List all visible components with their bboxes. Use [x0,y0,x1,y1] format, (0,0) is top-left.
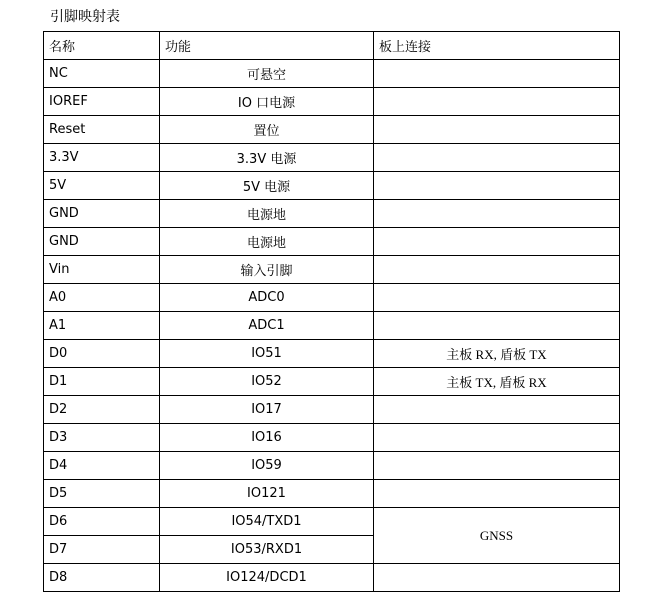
pin-name: GND [44,228,160,256]
pin-board-connection [374,480,620,508]
pin-function: IO52 [160,368,374,396]
pin-board-connection [374,88,620,116]
pin-board-connection [374,228,620,256]
pin-board-connection [374,172,620,200]
pin-board-connection [374,256,620,284]
pin-function: IO54/TXD1 [160,508,374,536]
table-caption: 引脚映射表 [50,9,120,25]
table-row [44,144,620,172]
table-row [44,60,620,88]
header-name: 名称 [44,32,160,60]
pin-function: ADC0 [160,284,374,312]
pin-board-connection [374,200,620,228]
table-row [44,200,620,228]
table-row [44,256,620,284]
pin-board-connection: GNSS [374,508,620,564]
table-row [44,508,620,536]
pin-name: IOREF [44,88,160,116]
header-row [44,32,620,60]
header-board: 板上连接 [374,32,620,60]
table-row [44,340,620,368]
pin-board-connection [374,312,620,340]
pin-name: D7 [44,536,160,564]
pin-name: D8 [44,564,160,592]
table-row [44,480,620,508]
table-row [44,228,620,256]
pin-name: D3 [44,424,160,452]
pin-board-connection [374,452,620,480]
pin-function: IO17 [160,396,374,424]
table-row [44,172,620,200]
pin-board-connection: 主板 TX, 盾板 RX [374,368,620,396]
pin-board-connection [374,60,620,88]
pin-board-connection [374,424,620,452]
table-row [44,284,620,312]
pin-function: IO53/RXD1 [160,536,374,564]
pin-function: 可悬空 [160,60,374,88]
pin-function: IO59 [160,452,374,480]
pin-board-connection [374,116,620,144]
pin-function: 电源地 [160,200,374,228]
pin-function: IO16 [160,424,374,452]
header-function: 功能 [160,32,374,60]
pin-name: D1 [44,368,160,396]
pin-function: IO51 [160,340,374,368]
pin-name: D6 [44,508,160,536]
pin-board-connection [374,564,620,592]
pin-name: D5 [44,480,160,508]
pin-function: 3.3V 电源 [160,144,374,172]
pin-board-connection: 主板 RX, 盾板 TX [374,340,620,368]
pin-function: 输入引脚 [160,256,374,284]
pin-function: 5V 电源 [160,172,374,200]
pin-name: A0 [44,284,160,312]
table-row [44,88,620,116]
pin-name: GND [44,200,160,228]
pin-name: A1 [44,312,160,340]
pin-function: IO124/DCD1 [160,564,374,592]
pin-name: D2 [44,396,160,424]
table-row [44,564,620,592]
pin-function: 电源地 [160,228,374,256]
pin-name: Reset [44,116,160,144]
pin-function: IO 口电源 [160,88,374,116]
table-row [44,368,620,396]
pin-function: 置位 [160,116,374,144]
pin-name: D4 [44,452,160,480]
pin-name: Vin [44,256,160,284]
pin-mapping-table [43,31,620,592]
pin-function: IO121 [160,480,374,508]
pin-name: 5V [44,172,160,200]
pin-name: 3.3V [44,144,160,172]
table-row [44,424,620,452]
pin-name: D0 [44,340,160,368]
pin-board-connection [374,284,620,312]
pin-board-connection [374,396,620,424]
table-row [44,396,620,424]
table-row [44,452,620,480]
pin-name: NC [44,60,160,88]
table-row [44,312,620,340]
pin-function: ADC1 [160,312,374,340]
table-row [44,116,620,144]
pin-board-connection [374,144,620,172]
